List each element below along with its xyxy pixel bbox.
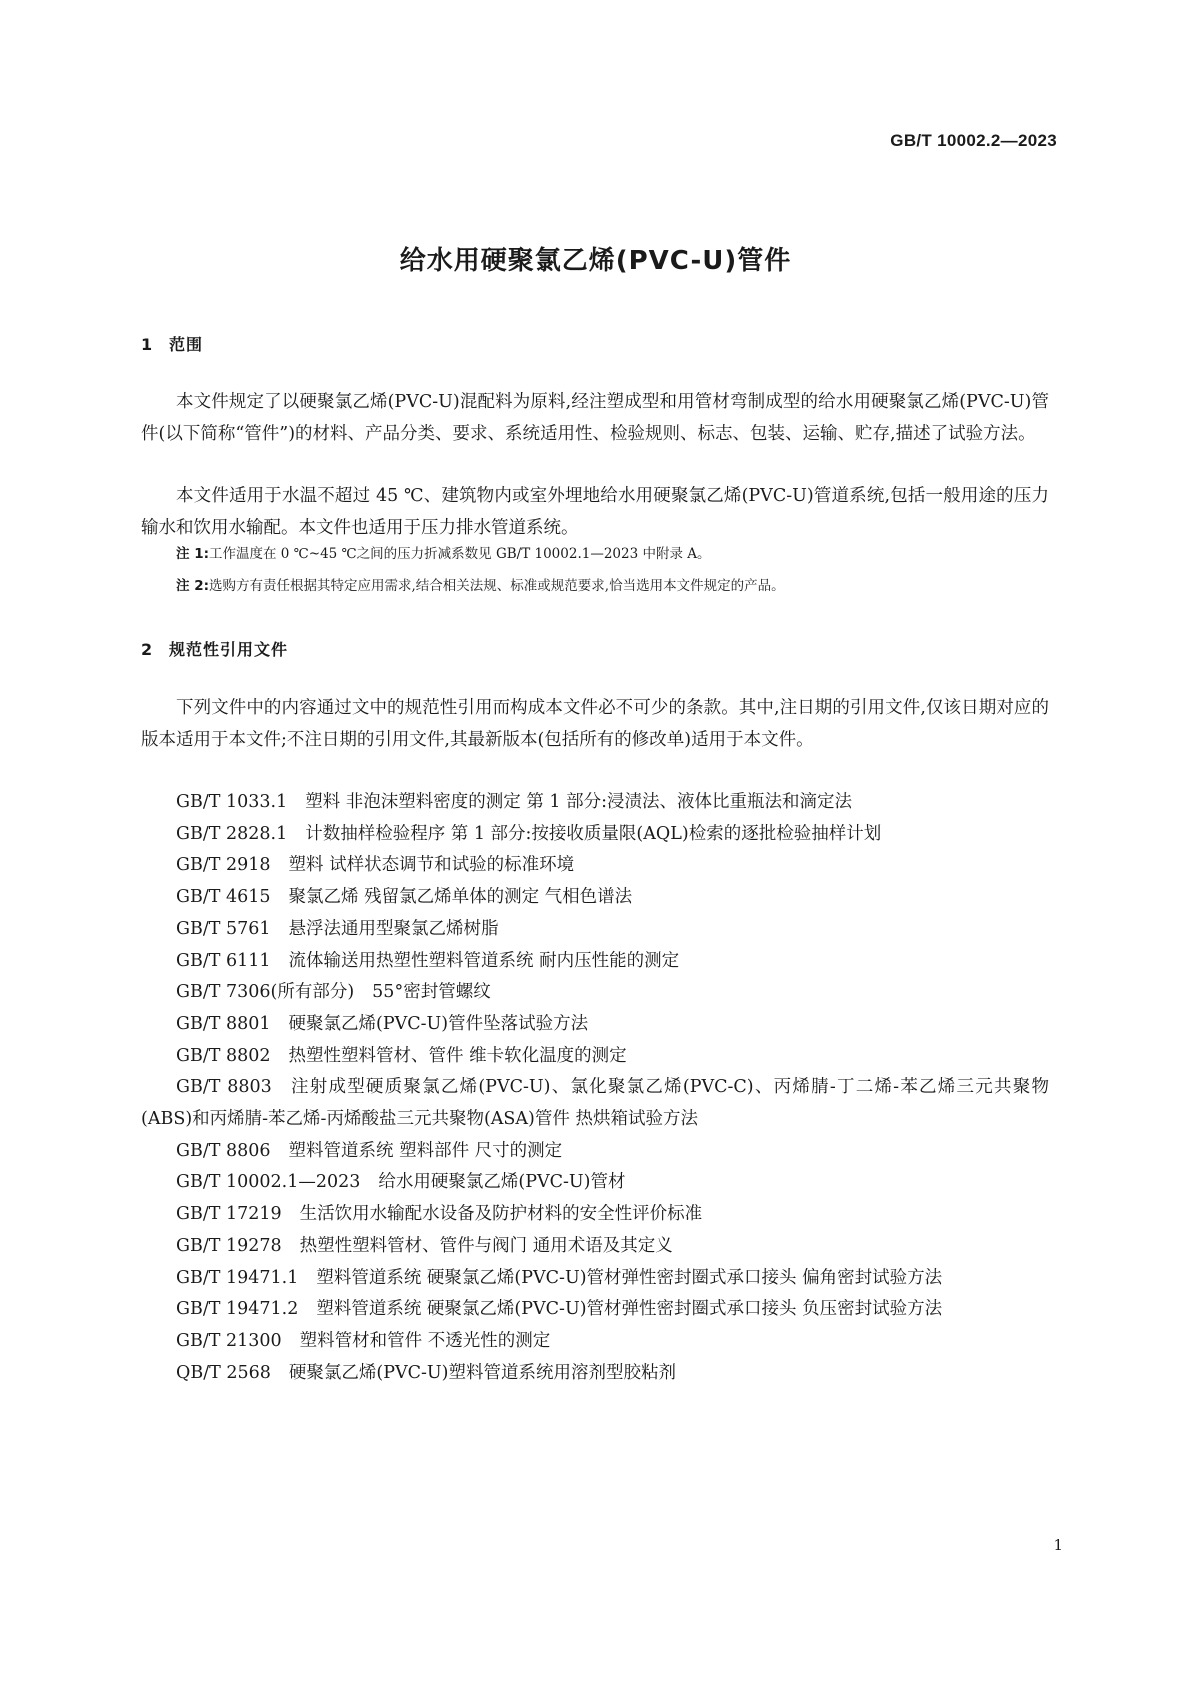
reference-item — [141, 1199, 1049, 1231]
reference-code: GB/T 17219 — [176, 1204, 282, 1225]
reference-item — [141, 1167, 1049, 1199]
section-1-title: 范围 — [169, 335, 204, 354]
reference-code: GB/T 2828.1 — [176, 823, 288, 844]
normative-reference-list — [141, 787, 1049, 1389]
reference-item — [141, 1231, 1049, 1263]
reference-title: 热塑性塑料管材、管件与阀门 通用术语及其定义 — [299, 1235, 673, 1256]
reference-code: GB/T 19471.2 — [176, 1299, 299, 1320]
reference-code: GB/T 19278 — [176, 1235, 282, 1256]
reference-title: 悬浮法通用型聚氯乙烯树脂 — [288, 918, 499, 939]
reference-code: GB/T 2918 — [176, 855, 271, 876]
reference-code: GB/T 8803 — [176, 1077, 272, 1098]
note-2-tag: 注 2: — [176, 578, 209, 594]
reference-code: GB/T 4615 — [176, 887, 271, 908]
reference-item — [141, 1294, 1049, 1326]
reference-item — [141, 977, 1049, 1009]
reference-title: 给水用硬聚氯乙烯(PVC-U)管材 — [378, 1172, 626, 1193]
section-1-heading — [141, 332, 203, 355]
reference-title: 注射成型硬质聚氯乙烯(PVC-U)、氯化聚氯乙烯(PVC-C)、丙烯腈-丁二烯-苯乙烯三元共聚物(ABS)和丙烯腈-苯乙烯-丙烯酸盐三元共聚物(ASA)管件 热烘箱试验方法 — [141, 1077, 1049, 1130]
reference-code: GB/T 5761 — [176, 918, 271, 939]
reference-item — [141, 1358, 1049, 1390]
document-title: 给水用硬聚氯乙烯(PVC-U)管件 — [399, 246, 792, 276]
page-number: 1 — [1053, 1536, 1063, 1554]
reference-title: 55°密封管螺纹 — [372, 982, 491, 1003]
reference-item — [141, 882, 1049, 914]
reference-title: 流体输送用热塑性塑料管道系统 耐内压性能的测定 — [288, 950, 680, 971]
note-2-text: 选购方有责任根据其特定应用需求,结合相关法规、标准或规范要求,恰当选用本文件规定的产品。 — [209, 578, 785, 594]
reference-title: 塑料 试样状态调节和试验的标准环境 — [288, 855, 575, 876]
reference-item — [141, 914, 1049, 946]
section-1-paragraph-1: 本文件规定了以硬聚氯乙烯(PVC-U)混配料为原料,经注塑成型和用管材弯制成型的给水用硬聚氯乙烯(PVC-U)管件(以下简称“管件”)的材料、产品分类、要求、系统适用性、检验规则、标志、包装、运输、贮存,描述了试验方法。 — [141, 392, 1049, 444]
reference-item — [141, 1326, 1049, 1358]
reference-code: GB/T 7306(所有部分) — [176, 982, 355, 1003]
standard-code: GB/T 10002.2—2023 — [890, 131, 1057, 150]
reference-code: GB/T 6111 — [176, 950, 271, 971]
note-1 — [176, 543, 711, 565]
reference-title: 聚氯乙烯 残留氯乙烯单体的测定 气相色谱法 — [288, 887, 633, 908]
reference-item — [141, 1263, 1049, 1295]
reference-title: 塑料管道系统 硬聚氯乙烯(PVC-U)管材弹性密封圈式承口接头 偏角密封试验方法 — [316, 1267, 943, 1288]
reference-title: 塑料 非泡沫塑料密度的测定 第 1 部分:浸渍法、液体比重瓶法和滴定法 — [305, 792, 852, 812]
note-2 — [176, 575, 785, 597]
reference-title: 计数抽样检验程序 第 1 部分:按接收质量限(AQL)检索的逐批检验抽样计划 — [305, 823, 882, 844]
reference-title: 硬聚氯乙烯(PVC-U)塑料管道系统用溶剂型胶粘剂 — [288, 1362, 676, 1383]
reference-title: 塑料管材和管件 不透光性的测定 — [299, 1330, 551, 1351]
reference-item — [141, 1009, 1049, 1041]
reference-item — [141, 850, 1049, 882]
reference-code: GB/T 8806 — [176, 1140, 271, 1161]
reference-code: GB/T 8801 — [176, 1013, 271, 1034]
reference-item — [141, 787, 1049, 819]
reference-title: 硬聚氯乙烯(PVC-U)管件坠落试验方法 — [288, 1013, 589, 1034]
reference-item — [141, 1072, 1049, 1135]
reference-code: GB/T 21300 — [176, 1330, 282, 1351]
reference-item — [141, 1136, 1049, 1168]
reference-title: 塑料管道系统 塑料部件 尺寸的测定 — [288, 1140, 563, 1161]
reference-code: QB/T 2568 — [176, 1362, 271, 1383]
reference-item — [141, 946, 1049, 978]
reference-title: 生活饮用水输配水设备及防护材料的安全性评价标准 — [299, 1204, 703, 1225]
reference-title: 热塑性塑料管材、管件 维卡软化温度的测定 — [288, 1045, 627, 1066]
section-2-heading — [141, 637, 288, 660]
section-2-intro: 下列文件中的内容通过文中的规范性引用而构成本文件必不可少的条款。其中,注日期的引用文件,仅该日期对应的版本适用于本文件;不注日期的引用文件,其最新版本(包括所有的修改单)适用于本文件。 — [141, 698, 1049, 750]
reference-title: 塑料管道系统 硬聚氯乙烯(PVC-U)管材弹性密封圈式承口接头 负压密封试验方法 — [316, 1299, 943, 1320]
section-1-number: 1 — [141, 335, 154, 354]
reference-code: GB/T 1033.1 — [176, 792, 288, 812]
reference-code: GB/T 19471.1 — [176, 1267, 299, 1288]
section-2-number: 2 — [141, 640, 154, 659]
section-2-title: 规范性引用文件 — [169, 640, 289, 659]
reference-item — [141, 819, 1049, 851]
section-1-paragraph-2: 本文件适用于水温不超过 45 ℃、建筑物内或室外埋地给水用硬聚氯乙烯(PVC-U)管道系统,包括一般用途的压力输水和饮用水输配。本文件也适用于压力排水管道系统。 — [141, 486, 1049, 538]
note-1-text: 工作温度在 0 ℃~45 ℃之间的压力折减系数见 GB/T 10002.1—2023 中附录 A。 — [209, 546, 711, 562]
reference-code: GB/T 8802 — [176, 1045, 271, 1066]
note-1-tag: 注 1: — [176, 546, 209, 562]
reference-code: GB/T 10002.1—2023 — [176, 1172, 361, 1193]
reference-item — [141, 1041, 1049, 1073]
